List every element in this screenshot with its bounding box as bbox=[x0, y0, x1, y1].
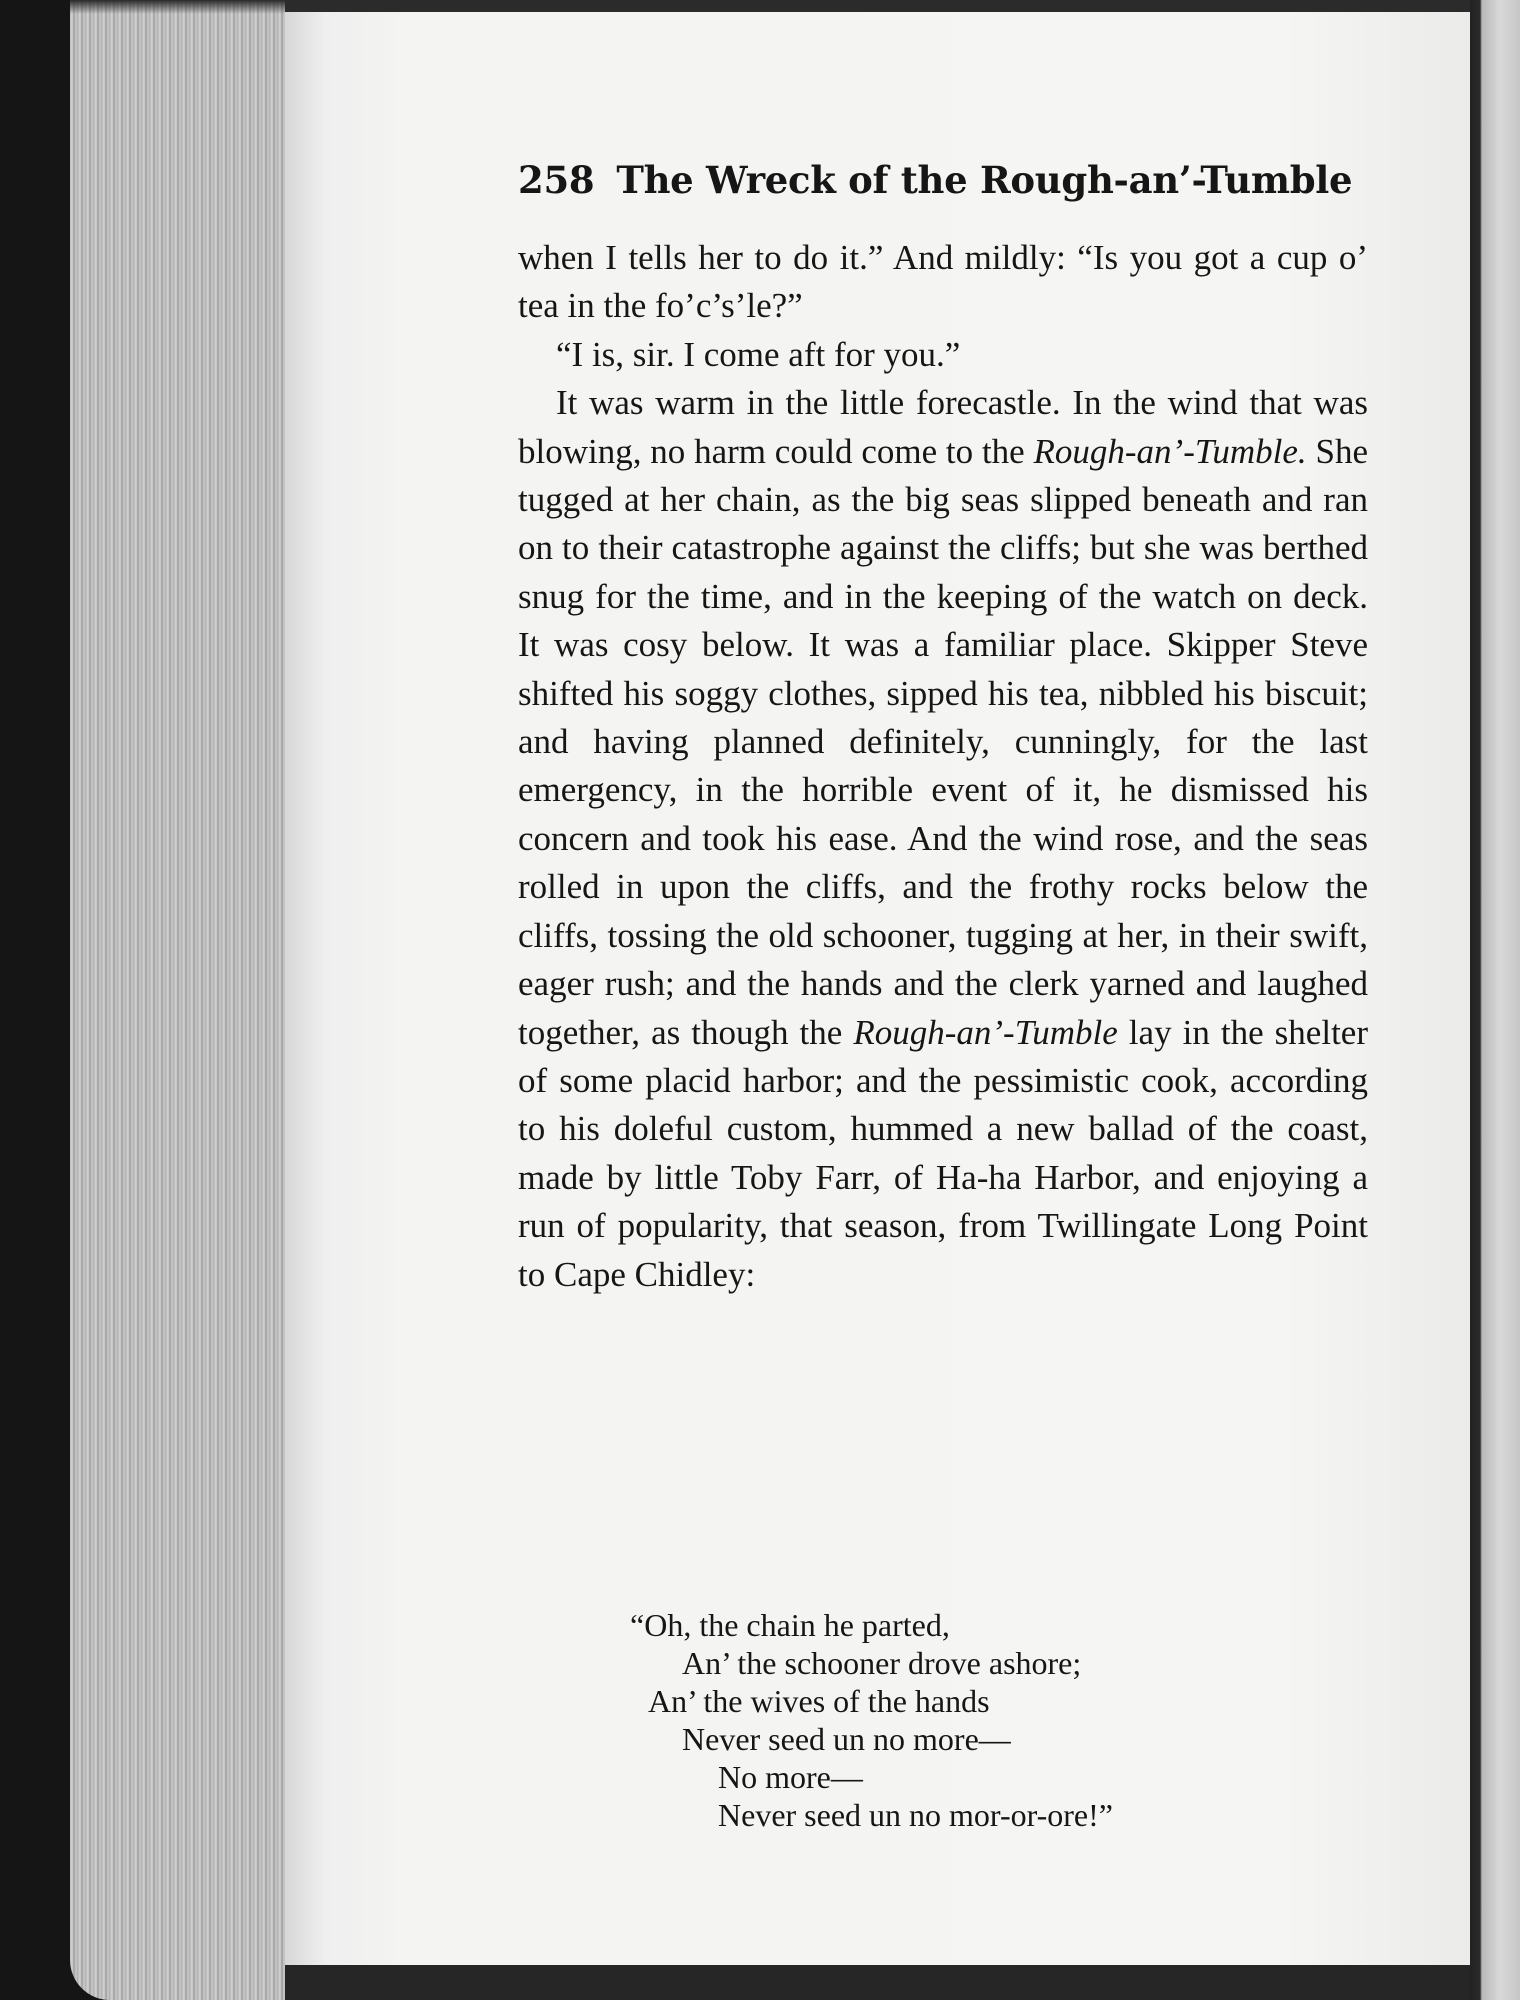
running-title: The Wreck of the Rough-an’-Tumble bbox=[616, 158, 1353, 202]
paragraph-3-part-c: lay in the shelter of some placid harbor; and the pessimistic cook, according to his doleful custom, hummed a new ballad of the coast, made by little Toby Farr, of Ha-ha Harbor, and enjoying a run of popularity, that season, from Twillingate Long Point to Cape Chidley: bbox=[518, 1012, 1368, 1294]
paragraph-1: when I tells her to do it.” And mildly: “Is you got a cup o’ tea in the fo’c’s’le?” bbox=[518, 238, 1368, 326]
body-text bbox=[518, 234, 1368, 1299]
ship-name-italic: Rough-an’-Tumble bbox=[853, 1012, 1118, 1052]
page-number: 258 bbox=[518, 158, 595, 202]
ship-name-italic: Rough-an’-Tumble. bbox=[1033, 431, 1307, 471]
next-page-edge bbox=[1470, 0, 1520, 2000]
paragraph-3 bbox=[518, 379, 1368, 1299]
paragraph-2: “I is, sir. I come aft for you.” bbox=[556, 334, 961, 374]
verse-line: Never seed un no more— bbox=[682, 1721, 1011, 1757]
bottom-shadow bbox=[285, 1965, 1520, 2000]
verse-line: An’ the schooner drove ashore; bbox=[682, 1645, 1082, 1681]
verse-line: “Oh, the chain he parted, bbox=[630, 1607, 950, 1643]
paragraph-3-part-b: She tugged at her chain, as the big seas slipped beneath and ran on to their catastrophe against the cliffs; but she was berthed snug for the time, and in the keeping of the watch on deck. It was cosy below. It was a familiar place. Skipper Steve shifted his soggy clothes, sipped his tea, nibbled his biscuit; and having planned definitely, cunningly, for the last emergency, in the horrible event of it, he dismissed his concern and took his ease. And the wind rose, and the seas rolled in upon the cliffs, and the frothy rocks below the cliffs, tossing the old schooner, tugging at her, in their swift, eager rush; and the hands and the clerk yarned and laughed together, as though the bbox=[518, 431, 1368, 1052]
paragraph-3-part-a: It was warm in the little forecastle. In the wind that was blowing, no harm could come to the bbox=[518, 383, 1368, 471]
running-head bbox=[518, 150, 1368, 210]
verse-line: An’ the wives of the hands bbox=[648, 1683, 990, 1719]
stack-shadow bbox=[70, 0, 300, 14]
verse-line: Never seed un no mor-or-ore!” bbox=[718, 1797, 1113, 1833]
verse-line: No more— bbox=[718, 1759, 863, 1795]
page-stack-edge bbox=[70, 0, 300, 2000]
ballad-verse bbox=[630, 1606, 1190, 1834]
